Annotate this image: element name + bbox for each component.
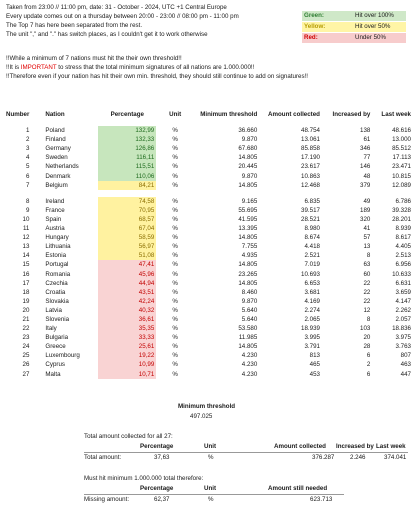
table-row bbox=[4, 251, 413, 260]
row-last-week: 6.956 bbox=[395, 261, 411, 269]
row-amount-collected: 7.019 bbox=[304, 261, 320, 269]
table-row bbox=[4, 197, 413, 206]
row-last-week: 48.616 bbox=[392, 127, 411, 135]
total-h-last: Last week bbox=[376, 443, 406, 450]
row-min-threshold: 41.595 bbox=[238, 215, 258, 223]
row-nation: Croatia bbox=[45, 288, 66, 296]
header-line-2: Every update comes out on a thursday between 20:00 - 23:00 // 08:00 pm - 11:00 pm bbox=[6, 13, 239, 20]
row-amount-collected: 4.418 bbox=[304, 243, 320, 251]
row-last-week: 39.328 bbox=[392, 206, 411, 214]
row-amount-collected: 18.939 bbox=[301, 325, 320, 333]
col-unit: Unit bbox=[169, 111, 182, 118]
total-h-collected: Amount collected bbox=[274, 443, 326, 450]
table-header-row bbox=[4, 110, 413, 119]
row-nation: Luxembourg bbox=[45, 352, 80, 360]
table-row bbox=[4, 333, 413, 342]
row-percentage: 116,11 bbox=[98, 153, 156, 162]
row-increased-by: 20 bbox=[363, 334, 371, 342]
row-increased-by: 41 bbox=[363, 225, 371, 233]
total-title: Total amount collected for all 27: bbox=[84, 433, 173, 440]
row-nation: Finland bbox=[45, 136, 66, 144]
row-min-threshold: 55.695 bbox=[238, 206, 258, 214]
row-nation: Slovenia bbox=[45, 315, 70, 323]
table-row bbox=[4, 233, 413, 242]
row-number: 10 bbox=[22, 215, 30, 223]
row-amount-collected: 3.681 bbox=[304, 288, 320, 296]
row-number: 12 bbox=[22, 234, 30, 242]
table-row bbox=[4, 162, 413, 171]
row-last-week: 23.471 bbox=[392, 163, 411, 171]
row-unit: % bbox=[172, 361, 178, 369]
row-unit: % bbox=[172, 343, 178, 351]
million-needed: 623.713 bbox=[310, 496, 333, 503]
col-min-threshold: Minimum threshold bbox=[200, 111, 258, 118]
row-amount-collected: 3.791 bbox=[304, 343, 320, 351]
table-row bbox=[4, 224, 413, 233]
row-number: 18 bbox=[22, 288, 30, 296]
header-line-3: The Top 7 has here been separated from the rest. bbox=[6, 22, 143, 29]
million-h-unit: Unit bbox=[204, 485, 217, 492]
row-percentage: 33,33 bbox=[98, 333, 156, 342]
table-row bbox=[4, 370, 413, 379]
row-amount-collected: 6.835 bbox=[304, 197, 320, 205]
row-increased-by: 28 bbox=[363, 343, 371, 351]
row-increased-by: 6 bbox=[366, 370, 371, 378]
divider bbox=[84, 452, 408, 453]
row-nation: Czechia bbox=[45, 279, 68, 287]
row-percentage: 115,51 bbox=[98, 162, 156, 171]
row-increased-by: 379 bbox=[360, 181, 371, 189]
row-percentage: 47,41 bbox=[98, 260, 156, 269]
total-inc: 2.246 bbox=[350, 454, 366, 461]
row-unit: % bbox=[172, 370, 178, 378]
row-last-week: 2.262 bbox=[395, 306, 411, 314]
row-percentage: 40,32 bbox=[98, 306, 156, 315]
row-unit: % bbox=[172, 234, 178, 242]
row-percentage: 56,97 bbox=[98, 242, 156, 251]
row-amount-collected: 10.863 bbox=[301, 172, 320, 180]
row-number: 4 bbox=[25, 154, 30, 162]
row-number: 23 bbox=[22, 334, 30, 342]
row-last-week: 6.631 bbox=[395, 279, 411, 287]
row-min-threshold: 4.935 bbox=[241, 252, 258, 260]
row-nation: Greece bbox=[45, 343, 66, 351]
row-increased-by: 146 bbox=[360, 163, 371, 171]
row-last-week: 3.763 bbox=[395, 343, 411, 351]
row-percentage: 19,22 bbox=[98, 351, 156, 360]
row-number: 13 bbox=[22, 243, 30, 251]
row-number: 9 bbox=[25, 206, 30, 214]
row-amount-collected: 85.858 bbox=[301, 145, 320, 153]
row-percentage: 45,96 bbox=[98, 270, 156, 279]
row-number: 2 bbox=[25, 136, 30, 144]
row-min-threshold: 9.870 bbox=[241, 297, 258, 305]
row-unit: % bbox=[172, 225, 178, 233]
row-min-threshold: 14.805 bbox=[238, 261, 258, 269]
row-min-threshold: 5.640 bbox=[241, 306, 258, 314]
row-number: 20 bbox=[22, 306, 30, 314]
row-nation: Sweden bbox=[45, 154, 68, 162]
row-number: 1 bbox=[25, 127, 30, 135]
row-amount-collected: 453 bbox=[309, 370, 320, 378]
row-increased-by: 12 bbox=[363, 306, 371, 314]
row-nation: Austria bbox=[45, 225, 65, 233]
row-min-threshold: 9.870 bbox=[241, 172, 258, 180]
row-increased-by: 63 bbox=[363, 261, 371, 269]
row-nation: Belgium bbox=[45, 181, 68, 189]
row-percentage: 110,06 bbox=[98, 172, 156, 181]
row-number: 11 bbox=[22, 225, 30, 233]
row-min-threshold: 9.165 bbox=[241, 197, 258, 205]
row-last-week: 28.201 bbox=[392, 215, 411, 223]
row-number: 7 bbox=[25, 181, 30, 189]
row-number: 24 bbox=[22, 343, 30, 351]
col-percentage: Percentage bbox=[110, 111, 144, 118]
row-number: 5 bbox=[25, 163, 30, 171]
table-row bbox=[4, 288, 413, 297]
row-amount-collected: 8.674 bbox=[304, 234, 320, 242]
total-h-inc: Increased by bbox=[336, 443, 374, 450]
col-nation: Nation bbox=[45, 111, 65, 118]
row-amount-collected: 4.169 bbox=[304, 297, 320, 305]
note-1: !!While a minimum of 7 nations must hit the their own threshold!! bbox=[6, 55, 182, 62]
row-number: 6 bbox=[25, 172, 30, 180]
legend-label: Red: bbox=[302, 33, 352, 43]
million-title: Must hit minimum 1.000.000 total therefore: bbox=[84, 475, 204, 482]
row-unit: % bbox=[172, 243, 178, 251]
row-nation: Bulgaria bbox=[45, 334, 69, 342]
row-unit: % bbox=[172, 261, 178, 269]
row-percentage: 25,61 bbox=[98, 342, 156, 351]
spacer-row bbox=[4, 119, 413, 126]
row-increased-by: 49 bbox=[363, 197, 371, 205]
row-min-threshold: 14.805 bbox=[238, 181, 258, 189]
header-line-1: Taken from 23:00 // 11:00 pm, date: 31 - October - 2024, UTC +1 Central Europe bbox=[6, 4, 227, 11]
row-nation: Ireland bbox=[45, 197, 65, 205]
row-nation: Slovakia bbox=[45, 297, 69, 305]
row-increased-by: 138 bbox=[360, 127, 371, 135]
total-unit: % bbox=[208, 454, 214, 461]
row-amount-collected: 28.521 bbox=[301, 215, 320, 223]
row-percentage: 43,51 bbox=[98, 288, 156, 297]
row-unit: % bbox=[172, 127, 178, 135]
row-last-week: 807 bbox=[400, 352, 411, 360]
row-number: 26 bbox=[22, 361, 30, 369]
table-row bbox=[4, 270, 413, 279]
row-number: 25 bbox=[22, 352, 30, 360]
row-min-threshold: 13.395 bbox=[238, 225, 258, 233]
row-unit: % bbox=[172, 181, 178, 189]
table-row bbox=[4, 242, 413, 251]
row-last-week: 18.836 bbox=[392, 325, 411, 333]
row-amount-collected: 39.517 bbox=[301, 206, 320, 214]
row-unit: % bbox=[172, 288, 178, 296]
row-number: 27 bbox=[22, 370, 30, 378]
legend-green bbox=[302, 10, 406, 21]
row-last-week: 2.513 bbox=[395, 252, 411, 260]
row-increased-by: 8 bbox=[366, 252, 371, 260]
row-number: 3 bbox=[25, 145, 30, 153]
row-percentage: 58,59 bbox=[98, 233, 156, 242]
row-last-week: 6.786 bbox=[395, 197, 411, 205]
row-number: 16 bbox=[22, 270, 30, 278]
row-increased-by: 320 bbox=[360, 215, 371, 223]
row-unit: % bbox=[172, 270, 178, 278]
row-number: 22 bbox=[22, 325, 30, 333]
row-increased-by: 22 bbox=[363, 288, 371, 296]
row-amount-collected: 17.190 bbox=[301, 154, 320, 162]
row-amount-collected: 48.754 bbox=[301, 127, 320, 135]
row-min-threshold: 53.580 bbox=[238, 325, 258, 333]
total-collected: 376.287 bbox=[312, 454, 335, 461]
row-number: 14 bbox=[22, 252, 30, 260]
table-row bbox=[4, 135, 413, 144]
table-row bbox=[4, 144, 413, 153]
row-number: 21 bbox=[22, 315, 30, 323]
legend-label: Yellow: bbox=[302, 22, 352, 32]
row-increased-by: 22 bbox=[363, 297, 371, 305]
row-min-threshold: 14.805 bbox=[238, 343, 258, 351]
row-unit: % bbox=[172, 154, 178, 162]
row-min-threshold: 4.230 bbox=[241, 361, 258, 369]
row-last-week: 4.405 bbox=[395, 243, 411, 251]
row-min-threshold: 4.230 bbox=[241, 352, 258, 360]
million-h-pct: Percentage bbox=[140, 485, 174, 492]
row-min-threshold: 14.805 bbox=[238, 279, 258, 287]
row-amount-collected: 813 bbox=[309, 352, 320, 360]
row-increased-by: 6 bbox=[366, 352, 371, 360]
row-amount-collected: 2.521 bbox=[304, 252, 320, 260]
million-label: Missing amount: bbox=[84, 496, 130, 503]
row-amount-collected: 12.468 bbox=[301, 181, 320, 189]
row-nation: Poland bbox=[45, 127, 65, 135]
table-row bbox=[4, 153, 413, 162]
row-unit: % bbox=[172, 197, 178, 205]
million-unit: % bbox=[208, 496, 214, 503]
col-number: Number bbox=[6, 111, 30, 118]
note-2-emphasis: IMPORTANT bbox=[20, 64, 57, 71]
row-unit: % bbox=[172, 145, 178, 153]
legend-text: Hit over 100% bbox=[352, 11, 406, 21]
row-nation: Germany bbox=[45, 145, 71, 153]
row-unit: % bbox=[172, 315, 178, 323]
row-percentage: 42,24 bbox=[98, 297, 156, 306]
row-increased-by: 189 bbox=[360, 206, 371, 214]
row-percentage: 84,21 bbox=[98, 181, 156, 190]
row-number: 19 bbox=[22, 297, 30, 305]
legend-label: Green: bbox=[302, 11, 352, 21]
row-amount-collected: 3.995 bbox=[304, 334, 320, 342]
row-nation: Lithuania bbox=[45, 243, 71, 251]
total-pct: 37,63 bbox=[154, 454, 170, 461]
row-amount-collected: 23.617 bbox=[301, 163, 320, 171]
row-amount-collected: 6.653 bbox=[304, 279, 320, 287]
row-percentage: 74,58 bbox=[98, 197, 156, 206]
row-min-threshold: 9.870 bbox=[241, 136, 258, 144]
row-unit: % bbox=[172, 215, 178, 223]
row-amount-collected: 2.065 bbox=[304, 315, 320, 323]
row-unit: % bbox=[172, 136, 178, 144]
row-increased-by: 22 bbox=[363, 279, 371, 287]
row-amount-collected: 2.274 bbox=[304, 306, 320, 314]
legend-text: Hit over 50% bbox=[352, 22, 406, 32]
row-percentage: 44,94 bbox=[98, 279, 156, 288]
row-last-week: 10.815 bbox=[392, 172, 411, 180]
million-pct: 62,37 bbox=[154, 496, 170, 503]
row-min-threshold: 14.805 bbox=[238, 234, 258, 242]
row-percentage: 70,95 bbox=[98, 206, 156, 215]
row-amount-collected: 465 bbox=[309, 361, 320, 369]
row-increased-by: 77 bbox=[363, 154, 371, 162]
row-percentage: 35,35 bbox=[98, 324, 156, 333]
legend-yellow bbox=[302, 21, 406, 32]
row-nation: Hungary bbox=[45, 234, 69, 242]
row-amount-collected: 8.980 bbox=[304, 225, 320, 233]
row-unit: % bbox=[172, 206, 178, 214]
table-row bbox=[4, 260, 413, 269]
spacer-row bbox=[4, 190, 413, 197]
row-nation: Spain bbox=[45, 215, 62, 223]
legend bbox=[302, 10, 406, 43]
table-row bbox=[4, 351, 413, 360]
row-increased-by: 103 bbox=[360, 325, 371, 333]
row-min-threshold: 4.230 bbox=[241, 370, 258, 378]
table-row bbox=[4, 342, 413, 351]
row-unit: % bbox=[172, 352, 178, 360]
row-percentage: 132,33 bbox=[98, 135, 156, 144]
row-increased-by: 346 bbox=[360, 145, 371, 153]
note-2-post: to stress that the total minimum signatures of all nations are 1.000.000!! bbox=[56, 64, 255, 71]
note-3: !!Therefore even if your nation has hit their own min. threshold, they should still continue to add on signatures!! bbox=[6, 73, 308, 80]
table-row bbox=[4, 181, 413, 190]
row-number: 17 bbox=[22, 279, 30, 287]
row-min-threshold: 20.445 bbox=[238, 163, 258, 171]
row-unit: % bbox=[172, 297, 178, 305]
row-percentage: 10,99 bbox=[98, 360, 156, 369]
table-row bbox=[4, 279, 413, 288]
row-last-week: 3.975 bbox=[395, 334, 411, 342]
row-unit: % bbox=[172, 334, 178, 342]
row-percentage: 126,86 bbox=[98, 144, 156, 153]
row-unit: % bbox=[172, 163, 178, 171]
row-last-week: 4.147 bbox=[395, 297, 411, 305]
row-amount-collected: 10.693 bbox=[301, 270, 320, 278]
legend-text: Under 50% bbox=[352, 33, 406, 43]
table-row bbox=[4, 206, 413, 215]
col-last-week: Last week bbox=[381, 111, 411, 118]
row-nation: France bbox=[45, 206, 65, 214]
row-nation: Estonia bbox=[45, 252, 67, 260]
total-h-unit: Unit bbox=[204, 443, 217, 450]
row-min-threshold: 36.660 bbox=[238, 127, 258, 135]
row-last-week: 10.633 bbox=[392, 270, 411, 278]
table-row bbox=[4, 172, 413, 181]
table-row bbox=[4, 306, 413, 315]
note-2-pre: !!It is bbox=[6, 64, 21, 71]
row-increased-by: 2 bbox=[366, 361, 371, 369]
row-last-week: 8.617 bbox=[395, 234, 411, 242]
row-percentage: 68,57 bbox=[98, 215, 156, 224]
row-last-week: 13.000 bbox=[392, 136, 411, 144]
row-unit: % bbox=[172, 252, 178, 260]
row-percentage: 51,08 bbox=[98, 251, 156, 260]
row-number: 8 bbox=[25, 197, 30, 205]
row-percentage: 10,71 bbox=[98, 370, 156, 379]
row-nation: Denmark bbox=[45, 172, 71, 180]
row-percentage: 36,61 bbox=[98, 315, 156, 324]
table-row bbox=[4, 126, 413, 135]
col-increased-by: Increased by bbox=[332, 111, 371, 118]
col-amount-collected: Amount collected bbox=[268, 111, 320, 118]
million-h-needed: Amount still needed bbox=[268, 485, 328, 492]
row-increased-by: 48 bbox=[363, 172, 371, 180]
header-line-4: The unit "," and "." has switch places, as I couldn't get it to work otherwise bbox=[6, 31, 208, 38]
row-unit: % bbox=[172, 325, 178, 333]
row-last-week: 3.659 bbox=[395, 288, 411, 296]
row-last-week: 463 bbox=[400, 361, 411, 369]
min-threshold-total: 497.025 bbox=[190, 413, 213, 420]
row-nation: Latvia bbox=[45, 306, 62, 314]
row-unit: % bbox=[172, 306, 178, 314]
row-min-threshold: 67.680 bbox=[238, 145, 258, 153]
row-percentage: 132,99 bbox=[98, 126, 156, 135]
row-min-threshold: 7.755 bbox=[241, 243, 258, 251]
row-increased-by: 57 bbox=[363, 234, 371, 242]
row-amount-collected: 13.061 bbox=[301, 136, 320, 144]
row-unit: % bbox=[172, 279, 178, 287]
row-unit: % bbox=[172, 172, 178, 180]
row-min-threshold: 11.985 bbox=[238, 334, 258, 342]
row-nation: Netherlands bbox=[45, 163, 79, 171]
row-increased-by: 8 bbox=[366, 315, 371, 323]
table-row bbox=[4, 315, 413, 324]
row-increased-by: 61 bbox=[363, 136, 371, 144]
row-increased-by: 60 bbox=[363, 270, 371, 278]
legend-red bbox=[302, 32, 406, 43]
row-min-threshold: 14.805 bbox=[238, 154, 258, 162]
row-last-week: 447 bbox=[400, 370, 411, 378]
table-row bbox=[4, 297, 413, 306]
row-nation: Malta bbox=[45, 370, 61, 378]
note-2 bbox=[6, 64, 254, 72]
row-nation: Italy bbox=[45, 325, 57, 333]
row-last-week: 8.939 bbox=[395, 225, 411, 233]
row-last-week: 12.089 bbox=[392, 181, 411, 189]
row-last-week: 2.057 bbox=[395, 315, 411, 323]
row-nation: Romania bbox=[45, 270, 71, 278]
row-last-week: 85.512 bbox=[392, 145, 411, 153]
total-label: Total amount: bbox=[84, 454, 122, 461]
min-threshold-label: Minimum threshold bbox=[178, 403, 236, 410]
total-h-pct: Percentage bbox=[140, 443, 174, 450]
row-min-threshold: 23.265 bbox=[238, 270, 258, 278]
row-nation: Portugal bbox=[45, 261, 69, 269]
row-min-threshold: 5.640 bbox=[241, 315, 258, 323]
row-nation: Cyprus bbox=[45, 361, 65, 369]
total-last: 374.041 bbox=[384, 454, 407, 461]
divider bbox=[84, 494, 344, 495]
row-last-week: 17.113 bbox=[392, 154, 411, 162]
table-row bbox=[4, 215, 413, 224]
nations-table bbox=[4, 110, 413, 379]
row-percentage: 67,04 bbox=[98, 224, 156, 233]
table-row bbox=[4, 360, 413, 369]
table-row bbox=[4, 324, 413, 333]
row-increased-by: 13 bbox=[363, 243, 371, 251]
row-min-threshold: 8.460 bbox=[241, 288, 258, 296]
row-number: 15 bbox=[22, 261, 30, 269]
